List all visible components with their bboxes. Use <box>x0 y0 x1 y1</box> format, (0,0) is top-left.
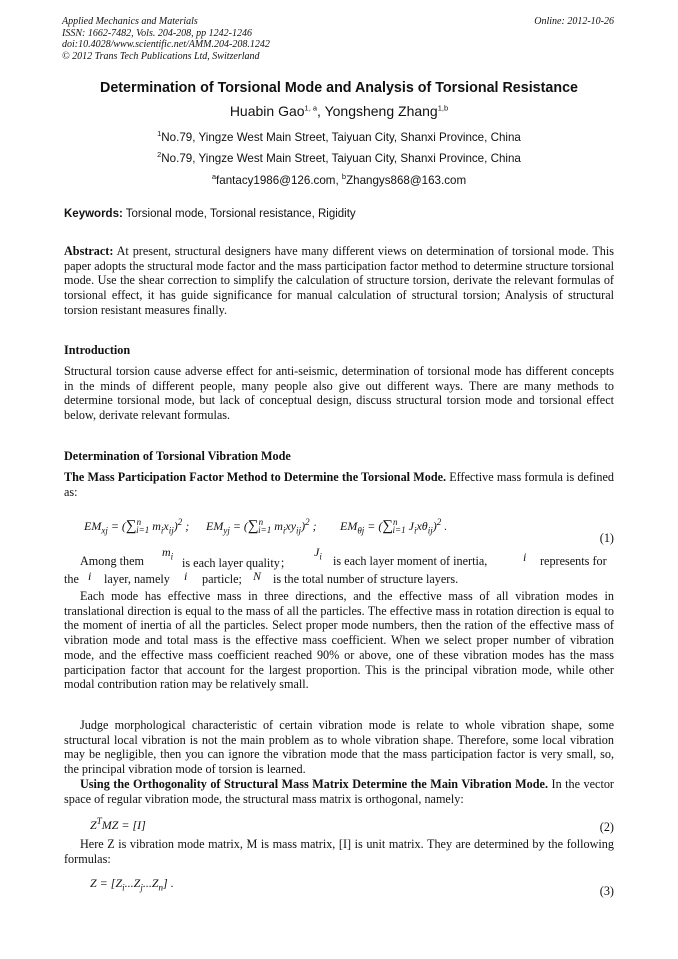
symbol-mi: $m_i$ <box>162 545 174 562</box>
issn-line: ISSN: 1662-7482, Vols. 204-208, pp 1242-1246 <box>62 27 252 39</box>
among-them-t6: layer, namely <box>104 572 170 586</box>
among-them-t5: the <box>64 572 79 586</box>
subsection-2-title: Using the Orthogonality of Structural Mass Matrix Determine the Main Vibration Mode. <box>80 777 549 791</box>
equation-3: $Z = [Z_i...Z_j...Z_n]$ . <box>90 876 174 893</box>
subsection-orthogonality <box>64 777 614 806</box>
abstract <box>64 244 614 318</box>
email-a: fantacy1986@126.com, <box>216 174 342 187</box>
introduction-text: Structural torsion cause adverse effect for anti-seismic, determination of torsional mode has different concepts in the minds of different people, many people also give out different ways. There are many methods to determine torsional mode, but lack of conceptual design, discuss structural torsion mode and torsional effect below, derivate relevant formulas. <box>64 364 614 423</box>
symbol-i-1: i <box>523 550 527 564</box>
equation-1-emtheta: $EM_{\theta j} = (\sum^n_{i=1}$ $J_ix\theta_{ij})^2$ . <box>340 517 448 536</box>
paragraph-each-mode: Each mode has effective mass in three directions, and the effective mass of all vibration modes in translational direction is equal to the mass of all the particles. The effective mass in rotation direction is equal to the moment of inertia of all the particles. Select proper mode numbers, then the ration of the effective mass of vibration mode and total mass is the effective mass coefficient. When we select proper number of vibration mode, and the effective mass coefficient reached 90% or above, one of these vibration modes has the mass participation factor that account for the largest proportion. This is the principal vibration mode, while other modal contribution ration may be relatively small. <box>64 589 614 692</box>
keywords-label: Keywords: <box>64 208 123 220</box>
affiliation-2 <box>0 152 678 165</box>
author-separator: , <box>317 103 325 119</box>
equation-1-number: (1) <box>599 531 614 545</box>
doi-line: doi:10.4028/www.scientific.net/AMM.204-208.1242 <box>62 39 270 50</box>
among-them-t3: is each layer moment of inertia, <box>333 554 488 568</box>
symbol-i-2: i <box>88 569 92 583</box>
abstract-text: At present, structural designers have many different views on determination of torsional mode. This paper adopts the structural mode factor and the mass participation factor method to determine structure torsional mode. Use the shear correction to simplify the calculation of structure torsion, derivate the relevant formulas of torsional effect, it has guide significance for manual calculation of structural torsion; Analysis of structural torsion resistant measures finally. <box>64 244 614 317</box>
paragraph-judge-morphological: Judge morphological characteristic of certain vibration mode is relate to whole vibration shape, some structural local vibration is not the main problem as to whole vibration shape. Therefore, some local vibration may be negligible, then you can ignore the vibration mode that the mass participation factor is very small, so, the principal vibration mode of torsion is learned. <box>64 718 614 777</box>
equation-1-emy: $EM_{yj} = (\sum^n_{i=1}$ $m_ixy_{ij})^2$ ; <box>206 517 317 536</box>
email-b-sup: b <box>341 172 347 182</box>
equation-2-number: (2) <box>599 820 614 834</box>
section-heading-torsional-vibration-mode: Determination of Torsional Vibration Mode <box>64 449 291 463</box>
subsection-1-text: Effective mass formula is defined as: <box>64 470 614 499</box>
symbol-n: N <box>253 569 262 583</box>
email-line <box>0 174 678 187</box>
author-2-name: Yongsheng Zhang <box>324 103 438 119</box>
affiliation-1-sup: 1 <box>157 129 162 139</box>
affiliation-1-text: No.79, Yingze West Main Street, Taiyuan City, Shanxi Province, China <box>161 131 521 144</box>
journal-header <box>62 16 270 62</box>
among-them-t7: particle; <box>202 572 242 586</box>
affiliation-1 <box>0 131 678 144</box>
subsection-1-title: The Mass Participation Factor Method to Determine the Torsional Mode. <box>64 470 447 484</box>
author-1-name: Huabin Gao <box>229 103 305 119</box>
online-date: Online: 2012-10-26 <box>534 16 614 27</box>
subsection-2-text: In the vector space of regular vibration mode, the structural mass matrix is orthogonal, namely: <box>64 777 614 806</box>
among-them-t8: is the total number of structure layers. <box>273 572 459 586</box>
symbol-i-3: i <box>184 569 188 583</box>
paragraph-here-z: Here Z is vibration mode matrix, M is mass matrix, [I] is unit matrix. They are determined by the following formulas: <box>64 837 614 866</box>
subsection-mass-participation <box>64 470 614 499</box>
among-them-t2: is each layer quality； <box>182 556 292 570</box>
keywords <box>64 208 356 220</box>
equation-3-number: (3) <box>599 884 614 898</box>
affiliation-2-sup: 2 <box>157 150 162 160</box>
copyright-line: © 2012 Trans Tech Publications Ltd, Switzerland <box>62 50 260 62</box>
author-line <box>0 103 678 119</box>
paper-title: Determination of Torsional Mode and Analysis of Torsional Resistance <box>100 80 578 96</box>
among-them-t4: represents for <box>540 554 607 568</box>
symbol-ji: $J_i$ <box>314 545 322 562</box>
email-a-sup: a <box>211 172 217 182</box>
author-2-sup: 1,b <box>437 103 449 113</box>
email-b: Zhangys868@163.com <box>346 174 467 187</box>
equation-2: $Z^TMZ = [I]$ <box>90 816 146 832</box>
introduction-heading: Introduction <box>64 343 131 357</box>
among-them-t1: Among them <box>80 554 144 568</box>
equation-1-emx: $EM_{xj} = (\sum^n_{i=1}$ $m_ix_{ij})^2$ ; <box>84 517 190 536</box>
abstract-label: Abstract: <box>64 244 114 258</box>
keywords-text: Torsional mode, Torsional resistance, Rigidity <box>122 208 356 220</box>
author-1-sup: 1, a <box>304 103 318 113</box>
affiliation-2-text: No.79, Yingze West Main Street, Taiyuan City, Shanxi Province, China <box>161 152 521 165</box>
journal-name: Applied Mechanics and Materials <box>62 16 198 27</box>
